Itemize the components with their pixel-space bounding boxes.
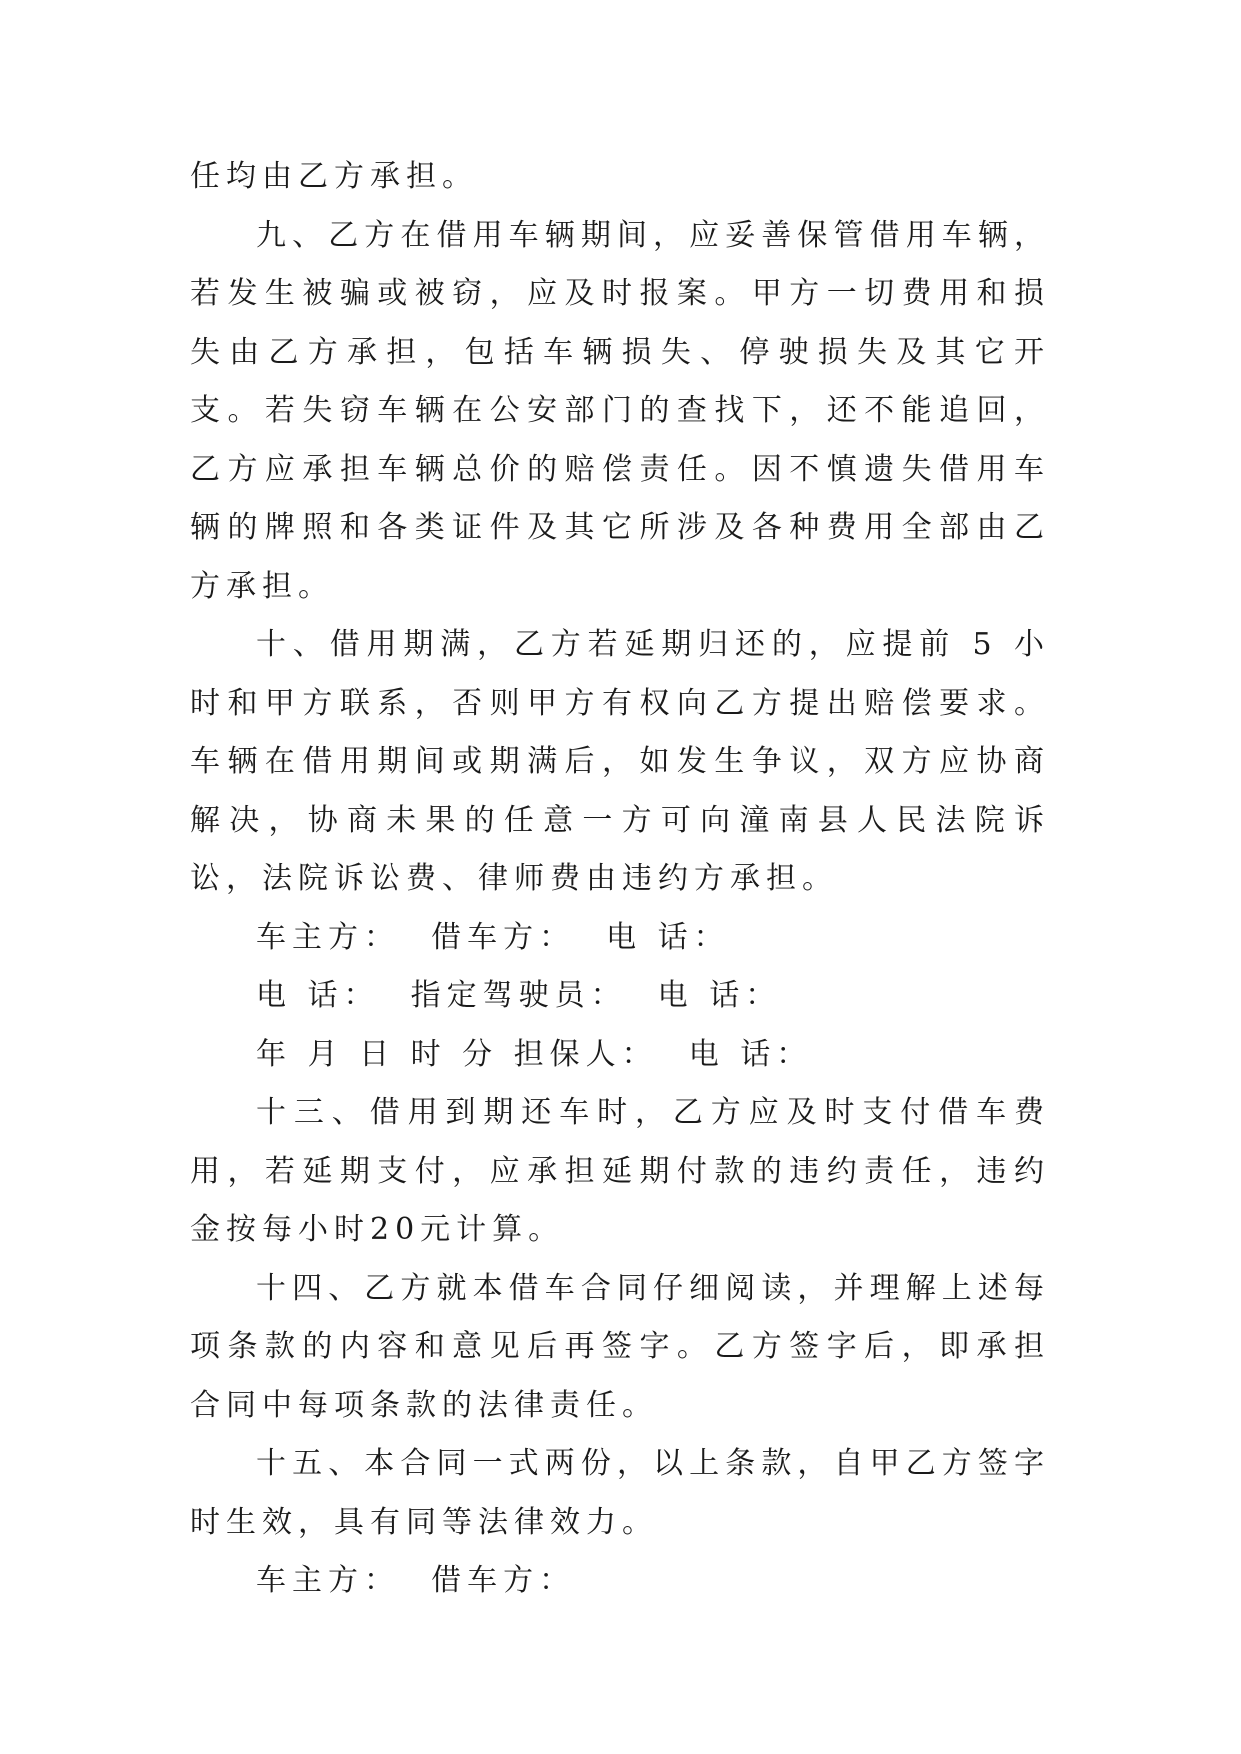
contract-page <box>190 148 1050 1611</box>
clause-10: 十、借用期满，乙方若延期归还的，应提前 5 小时和甲方联系，否则甲方有权向乙方提出赔偿要求。车辆在借用期间或期满后，如发生争议，双方应协商解决，协商未果的任意一方可向潼南县人民法院诉讼，法院诉讼费、律师费由违约方承担。 <box>190 627 1050 896</box>
clause-13: 十三、借用到期还车时，乙方应及时支付借车费用，若延期支付，应承担延期付款的违约责任，违约金按每小时20元计算。 <box>190 1095 1050 1247</box>
clause-14: 十四、乙方就本借车合同仔细阅读，并理解上述每项条款的内容和意见后再签字。乙方签字后，即承担合同中每项条款的法律责任。 <box>190 1270 1050 1423</box>
signature-line-1: 车主方： 借车方： 电 话： <box>256 919 730 955</box>
clause-15: 十五、本合同一式两份，以上条款，自甲乙方签字时生效，具有同等法律效力。 <box>190 1446 1050 1540</box>
signature-line-3: 年 月 日 时 分 担保人： 电 话： <box>256 1036 813 1072</box>
clause-9: 九、乙方在借用车辆期间，应妥善保管借用车辆，若发生被骗或被窃，应及时报案。甲方一切费用和损失由乙方承担，包括车辆损失、停驶损失及其它开支。若失窃车辆在公安部门的查找下，还不能追回，乙方应承担车辆总价的赔偿责任。因不慎遗失借用车辆的牌照和各类证件及其它所涉及各种费用全部由乙方承担。 <box>190 217 1050 604</box>
signature-final: 车主方： 借车方： <box>256 1563 576 1598</box>
paragraph-continuation: 任均由乙方承担。 <box>190 159 478 194</box>
signature-line-2: 电 话： 指定驾驶员： 电 话： <box>256 978 782 1013</box>
